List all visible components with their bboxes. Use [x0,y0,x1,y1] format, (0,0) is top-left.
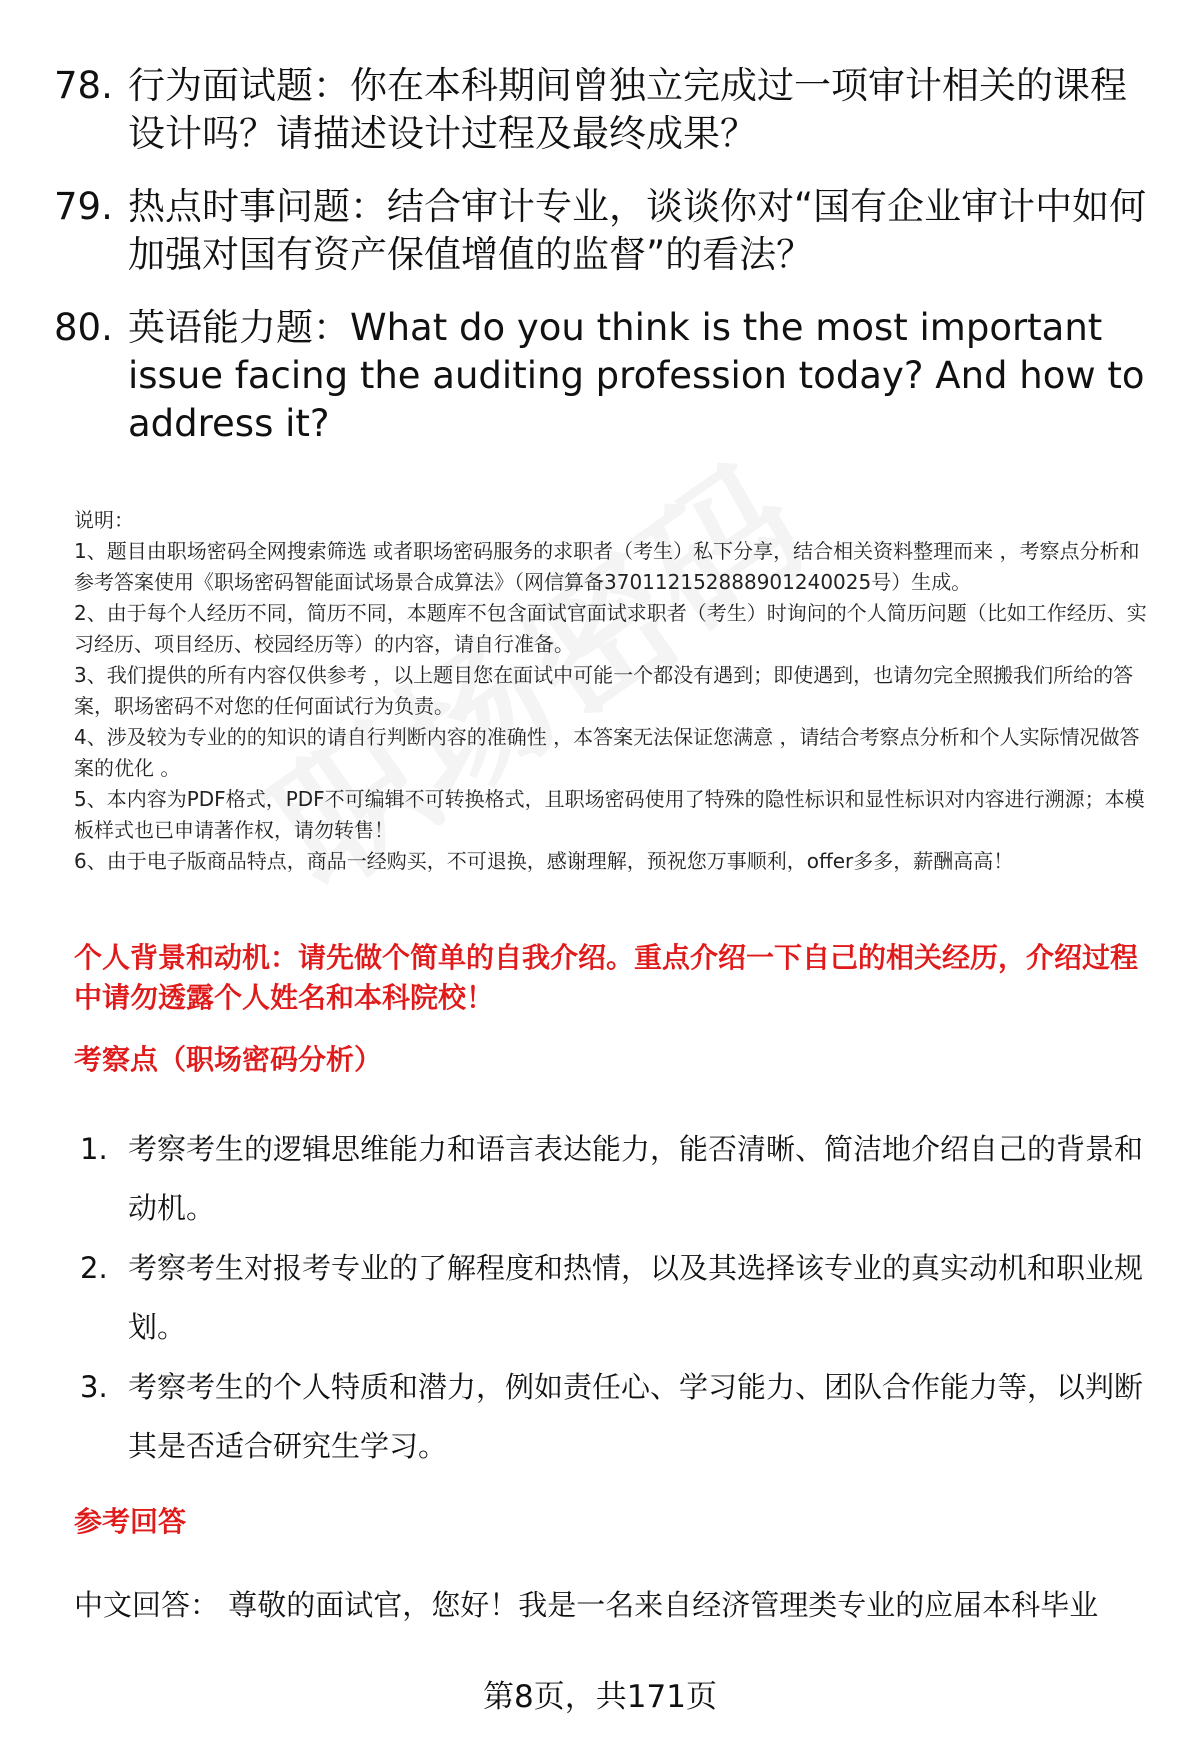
question-heading: 个人背景和动机：请先做个简单的自我介绍。重点介绍一下自己的相关经历，介绍过程中请勿透露个人姓名和本科院校！ [74,941,1139,1014]
analysis-text: 考察考生的个人特质和潜力，例如责任心、学习能力、团队合作能力等，以判断其是否适合研究生学习。 [128,1370,1144,1463]
analysis-text: 考察考生对报考专业的了解程度和热情，以及其选择该专业的真实动机和职业规划。 [128,1251,1144,1344]
analysis-number: 3. [80,1370,108,1404]
note-item: 3、我们提供的所有内容仅供参考 ，以上题目您在面试中可能一个都没有遇到；即使遇到，也请勿完全照搬我们所给的答案，职场密码不对您的任何面试行为负责。 [74,663,1134,718]
notes-title: 说明： [74,508,134,532]
question-text: 英语能力题：What do you think is the most important issue facing the auditing profession today? And how to address it? [128,306,1145,445]
question-list [54,62,1154,473]
notes-section [74,505,1159,877]
analysis-heading: 考察点（职场密码分析） [74,1043,383,1076]
question-number: 80. [54,306,113,349]
note-item: 2、由于每个人经历不同，简历不同，本题库不包含面试官面试求职者（考生）时询问的个人简历问题（比如工作经历、实习经历、项目经历、校园经历等）的内容，请自行准备。 [74,601,1147,656]
analysis-item [80,1239,1160,1357]
question-item [54,183,1154,279]
reference-heading: 参考回答 [74,1505,187,1538]
analysis-text: 考察考生的逻辑思维能力和语言表达能力，能否清晰、简洁地介绍自己的背景和动机。 [128,1132,1144,1225]
note-item: 1、题目由职场密码全网搜索筛选 或者职场密码服务的求职者（考生）私下分享，结合相关资料整理而来 ，考察点分析和参考答案使用《职场密码智能面试场景合成算法》（网信算备370112152888901240025号）生成。 [74,539,1140,594]
analysis-number: 2. [80,1251,108,1285]
question-number: 78. [54,64,113,107]
note-item: 4、涉及较为专业的的知识的请自行判断内容的准确性 ，本答案无法保证您满意 ，请结合考察点分析和个人实际情况做答案的优化 。 [74,725,1140,780]
page-footer: 第8页，共171页 [483,1679,717,1715]
note-item: 5、本内容为PDF格式，PDF不可编辑不可转换格式，且职场密码使用了特殊的隐性标识和显性标识对内容进行溯源；本模板样式也已申请著作权，请勿转售！ [74,787,1145,842]
analysis-list [80,1120,1160,1477]
question-text: 行为面试题：你在本科期间曾独立完成过一项审计相关的课程设计吗？请描述设计过程及最终成果？ [128,64,1127,155]
analysis-item [80,1358,1160,1476]
question-item [54,62,1154,158]
question-number: 79. [54,185,113,228]
analysis-item [80,1120,1160,1238]
note-item: 6、由于电子版商品特点，商品一经购买，不可退换，感谢理解，预祝您万事顺利，offer多多，薪酬高高！ [74,849,1014,873]
reference-answer-text: 中文回答： 尊敬的面试官，您好！我是一名来自经济管理类专业的应届本科毕业 [74,1588,1099,1622]
analysis-number: 1. [80,1132,108,1166]
question-item [54,304,1154,448]
question-text: 热点时事问题：结合审计专业，谈谈你对“国有企业审计中如何加强对国有资产保值增值的监督”的看法？ [128,185,1147,276]
